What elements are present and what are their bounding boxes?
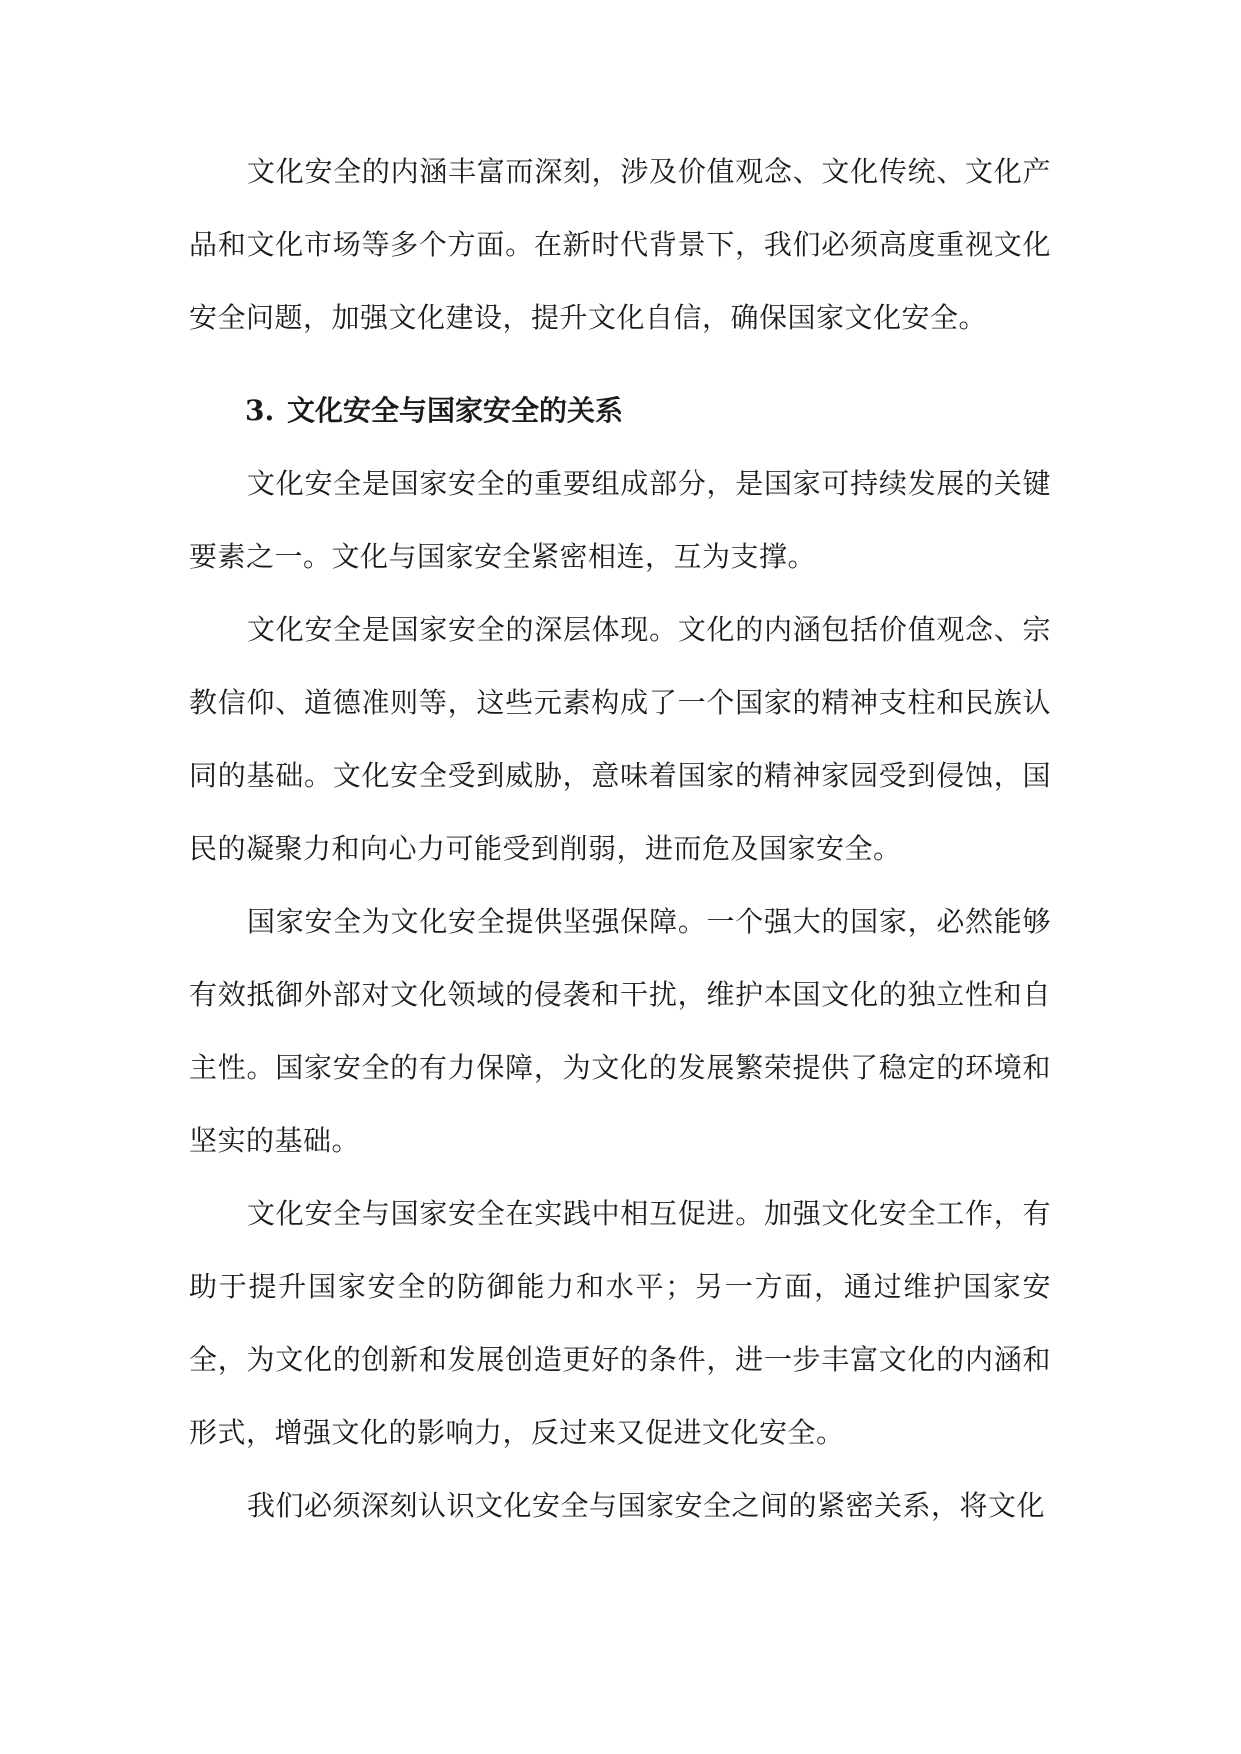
section-title: 文化安全与国家安全的关系 — [287, 394, 624, 427]
intro-paragraph: 文化安全的内涵丰富而深刻，涉及价值观念、文化传统、文化产品和文化市场等多个方面。在新时代背景下，我们必须高度重视文化安全问题，加强文化建设，提升文化自信，确保国家文化安全。 — [189, 155, 1051, 334]
document-page — [189, 135, 1051, 1542]
body-paragraph: 我们必须深刻认识文化安全与国家安全之间的紧密关系，将文化 — [247, 1489, 1046, 1522]
body-paragraph: 文化安全是国家安全的重要组成部分，是国家可持续发展的关键要素之一。文化与国家安全紧密相连，互为支撑。 — [189, 467, 1051, 573]
section-number: 3. — [245, 394, 275, 427]
body-paragraph: 文化安全与国家安全在实践中相互促进。加强文化安全工作，有助于提升国家安全的防御能力和水平；另一方面，通过维护国家安全，为文化的创新和发展创造更好的条件，进一步丰富文化的内涵和形式，增强文化的影响力，反过来又促进文化安全。 — [189, 1197, 1051, 1449]
body-paragraph: 国家安全为文化安全提供坚强保障。一个强大的国家，必然能够有效抵御外部对文化领域的侵袭和干扰，维护本国文化的独立性和自主性。国家安全的有力保障，为文化的发展繁荣提供了稳定的环境和坚实的基础。 — [189, 905, 1051, 1157]
section-heading — [189, 374, 1051, 447]
body-paragraph: 文化安全是国家安全的深层体现。文化的内涵包括价值观念、宗教信仰、道德准则等，这些元素构成了一个国家的精神支柱和民族认同的基础。文化安全受到威胁，意味着国家的精神家园受到侵蚀，国民的凝聚力和向心力可能受到削弱，进而危及国家安全。 — [189, 613, 1051, 865]
